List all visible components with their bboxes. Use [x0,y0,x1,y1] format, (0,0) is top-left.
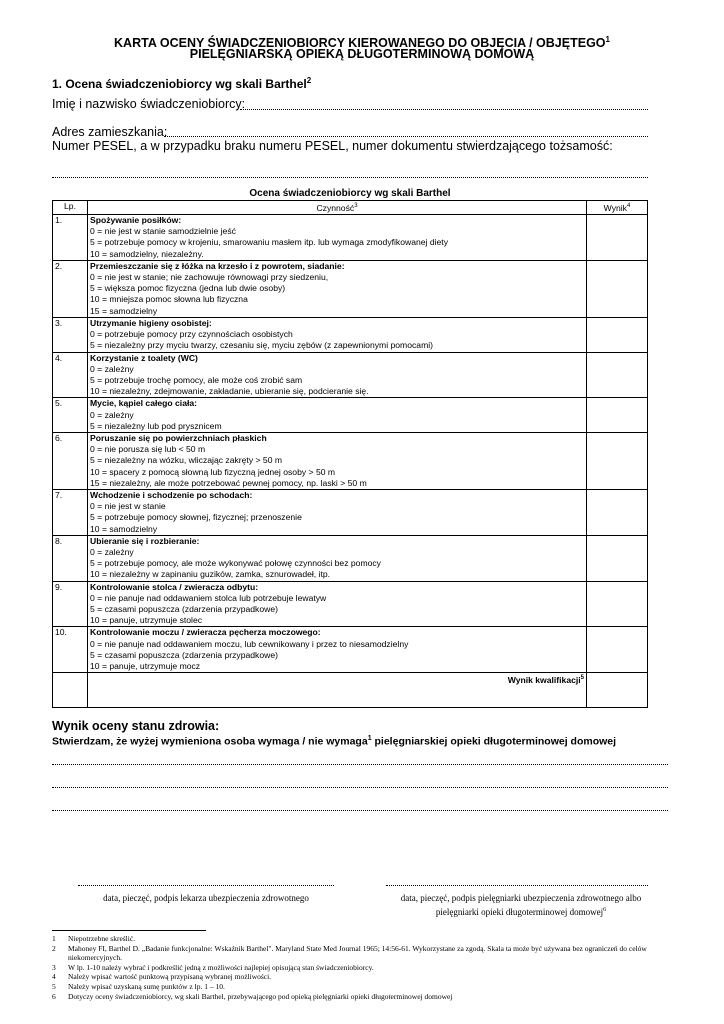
activity-option[interactable]: 0 = nie porusza się lub < 50 m [90,444,206,455]
qualification-result-cell[interactable] [587,673,648,708]
row-activity [88,535,587,581]
row-result-cell[interactable] [587,581,648,627]
activity-name: Mycie, kąpiel całego ciała: [90,398,197,409]
table-title: Ocena świadczeniobiorcy wg skali Barthel [249,188,451,199]
row-lp: 6. [53,432,88,489]
footnote-text: W lp. 1-10 należy wybrać i podkreślić jedną z możliwości najlepiej opisującą stan świadczeniobiorcy. [68,962,374,972]
row-activity [88,489,587,535]
activity-option[interactable]: 10 = panuje, utrzymuje mocz [90,660,201,671]
doctor-signature-field[interactable] [78,884,334,886]
row-lp: 3. [53,317,88,352]
row-lp: 8. [53,535,88,581]
activity-option[interactable]: 0 = potrzebuje pomocy przy czynnościach osobistych [90,329,293,340]
row-lp: 7. [53,489,88,535]
activity-option[interactable]: 10 = mniejsza pomoc słowna lub fizyczna [90,294,248,305]
qualification-label: Wynik kwalifikacji$^5$ [88,673,587,708]
footnote-number: 3 [52,962,56,972]
row-activity [88,260,587,317]
activity-name: Spożywanie posiłków: [90,215,182,226]
row-activity [88,432,587,489]
activity-option[interactable]: 0 = nie jest w stanie; nie zachowuje równowagi przy siedzeniu, [90,272,329,283]
nurse-signature-label: data, pieczęć, podpis pielęgniarki ubezpieczenia zdrowotnego albo pielęgniarki opieki długoterminowej domowej$^6$ [400,893,642,917]
row-result-cell[interactable] [587,260,648,317]
activity-option[interactable]: 10 = niezależny w zapinaniu guzików, zamka, sznurowadeł, itp. [90,569,331,580]
activity-option[interactable]: 10 = samodzielny, niezależny. [90,248,204,259]
table-row [53,215,648,261]
activity-name: Poruszanie się po powierzchniach płaskich [90,432,267,443]
activity-name: Kontrolowanie moczu / zwieracza pęcherza moczowego: [90,627,321,638]
activity-option[interactable]: 0 = zależny [90,409,134,420]
table-row [53,581,648,627]
activity-option[interactable]: 10 = spacery z pomocą słowną lub fizyczną jednej osoby > 50 m [90,466,336,477]
row-result-cell[interactable] [587,398,648,433]
footnote-text: Mahoney FI, Barthel D. „Badanie funkcjonalne: Wskaźnik Barthel". Maryland State Med Journal 1965; 14:56-61. Wykorzystane za zgodą. Skala ta może być używana bez ograniczeń do celów niekomercyjnych. [68,943,647,963]
col-header-activity: Czynność$^3$ [88,201,587,215]
activity-name: Ubieranie się i rozbieranie: [90,535,200,546]
activity-option[interactable]: 5 = potrzebuje trochę pomocy, ale może coś zrobić sam [90,374,303,385]
activity-name: Kontrolowanie stolca / zwieracza odbytu: [90,581,259,592]
form-title-line-2: PIELĘGNIARSKĄ OPIEKĄ DŁUGOTERMINOWĄ DOMOWĄ [189,47,535,61]
activity-option[interactable]: 10 = samodzielny [90,523,158,534]
activity-option[interactable]: 0 = zależny [90,546,134,557]
table-row [53,535,648,581]
assessment-heading: Wynik oceny stanu zdrowia: [52,719,220,733]
row-lp: 1. [53,215,88,261]
footnote-number: 5 [52,982,56,991]
row-result-cell[interactable] [587,215,648,261]
footnote [52,963,662,973]
table-row [53,398,648,433]
row-result-cell[interactable] [587,627,648,673]
pesel-field[interactable] [52,176,648,178]
row-lp: 4. [53,352,88,398]
footnote-number: 1 [52,934,56,943]
footnote-text: Należy wpisać wartość punktową przypisaną wybranej możliwości. [68,972,272,982]
activity-option[interactable]: 0 = zależny [90,363,134,374]
row-result-cell[interactable] [587,535,648,581]
footnote-number: 2 [52,943,56,953]
activity-option[interactable]: 0 = nie panuje nad oddawaniem moczu, lub cewnikowany i przez to niesamodzielny [90,638,409,649]
activity-option[interactable]: 5 = czasami popuszcza (zdarzenia przypadkowe) [90,603,278,614]
table-row [53,317,648,352]
activity-name: Utrzymanie higieny osobistej: [90,317,212,328]
table-header-row [53,201,648,215]
activity-option[interactable]: 5 = potrzebuje pomocy w krojeniu, smarowaniu masłem itp. lub wymaga zmodyfikowanej diety [90,237,448,248]
activity-name: Korzystanie z toalety (WC) [90,352,198,363]
footnote [52,982,662,992]
row-lp: 9. [53,581,88,627]
activity-option[interactable]: 15 = samodzielny [90,305,158,316]
qualification-row [53,673,648,708]
assessment-line-3[interactable] [52,809,668,811]
nurse-signature-field[interactable] [386,884,648,886]
form-title-line-1: KARTA OCENY ŚWIADCZENIOBIORCY KIEROWANEGO DO OBJĘCIA / OBJĘTEGO$^1$ [114,35,610,51]
activity-option[interactable]: 0 = nie jest w stanie samodzielnie jeść [90,226,236,237]
row-activity [88,627,587,673]
activity-option[interactable]: 10 = panuje, utrzymuje stolec [90,615,203,626]
activity-option[interactable]: 15 = niezależny, ale może potrzebować pewnej pomocy, np. laski > 50 m [90,477,367,488]
activity-option[interactable]: 0 = nie panuje nad oddawaniem stolca lub potrzebuje lewatyw [90,592,327,603]
footnote-text: Dotyczy oceny świadczeniobiorcy, wg skali Barthel, przebywającego pod opieką pielęgniarki opieki długoterminowej domowej [68,991,453,1001]
row-activity [88,317,587,352]
table-row [53,432,648,489]
activity-option[interactable]: 5 = czasami popuszcza (zdarzenia przypadkowe) [90,649,278,660]
row-activity [88,398,587,433]
footnote [52,972,662,982]
row-activity [88,581,587,627]
row-lp: 5. [53,398,88,433]
col-header-lp: Lp. [53,201,88,215]
assessment-statement: Stwierdzam, że wyżej wymieniona osoba wymaga / nie wymaga$^1$ pielęgniarskiej opieki długoterminowej domowej [52,735,617,748]
row-activity [88,215,587,261]
col-header-result: Wynik$^4$ [587,201,648,215]
activity-option[interactable]: 5 = większa pomoc fizyczna (jedna lub dwie osoby) [90,283,286,294]
activity-option[interactable]: 5 = niezależny lub pod prysznicem [90,420,222,431]
table-row [53,352,648,398]
row-activity [88,352,587,398]
qualification-lp-cell [53,673,88,708]
row-result-cell[interactable] [587,489,648,535]
footnote [52,992,662,1002]
table-row [53,489,648,535]
activity-option[interactable]: 5 = potrzebuje pomocy, ale może wykonywać połowę czynności bez pomocy [90,558,381,569]
row-lp: 10. [53,627,88,673]
activity-option[interactable]: 5 = niezależny na wózku, wliczając zakręty > 50 m [90,455,283,466]
footnote-number: 6 [52,991,56,1001]
row-result-cell[interactable] [587,432,648,489]
assessment-line-2[interactable] [52,786,668,788]
row-result-cell[interactable] [587,352,648,398]
activity-option[interactable]: 10 = niezależny, zdejmowanie, zakładanie, ubieranie się, podcieranie się. [90,386,369,397]
assessment-line-1[interactable] [52,763,668,765]
table-row [53,260,648,317]
activity-option[interactable]: 5 = niezależny przy myciu twarzy, czesaniu się, myciu zębów (z zapewnionymi pomocami) [90,340,433,351]
activity-option[interactable]: 0 = nie jest w stanie [90,501,166,512]
pesel-label: Numer PESEL, a w przypadku braku numeru PESEL, numer dokumentu stwierdzającego tożsamość: [52,139,613,153]
patient-name-label: Imię i nazwisko świadczeniobiorcy: [52,97,246,111]
table-row [53,627,648,673]
footnote-text: Należy wpisać uzyskaną sumę punktów z lp. 1 – 10. [68,982,225,991]
activity-option[interactable]: 5 = potrzebuje pomocy słownej, fizycznej; przenoszenie [90,512,302,523]
footnote-text: Niepotrzebne skreślić. [68,934,136,943]
address-label: Adres zamieszkania: [52,125,168,139]
footnote-separator [52,930,206,931]
activity-name: Przemieszczanie się z łóżka na krzesło i z powrotem, siadanie: [90,260,345,271]
row-lp: 2. [53,260,88,317]
patient-name-field[interactable] [240,108,648,110]
row-result-cell[interactable] [587,317,648,352]
activity-name: Wchodzenie i schodzenie po schodach: [90,489,253,500]
doctor-signature-label: data, pieczęć, podpis lekarza ubezpieczenia zdrowotnego [103,893,309,903]
footnote-number: 4 [52,972,56,982]
barthel-table [52,200,648,708]
address-field[interactable] [164,135,648,137]
footnote [52,934,662,944]
footnote [52,944,662,963]
section-heading-barthel: 1. Ocena świadczeniobiorcy wg skali Barthel$^2$ [52,76,312,91]
